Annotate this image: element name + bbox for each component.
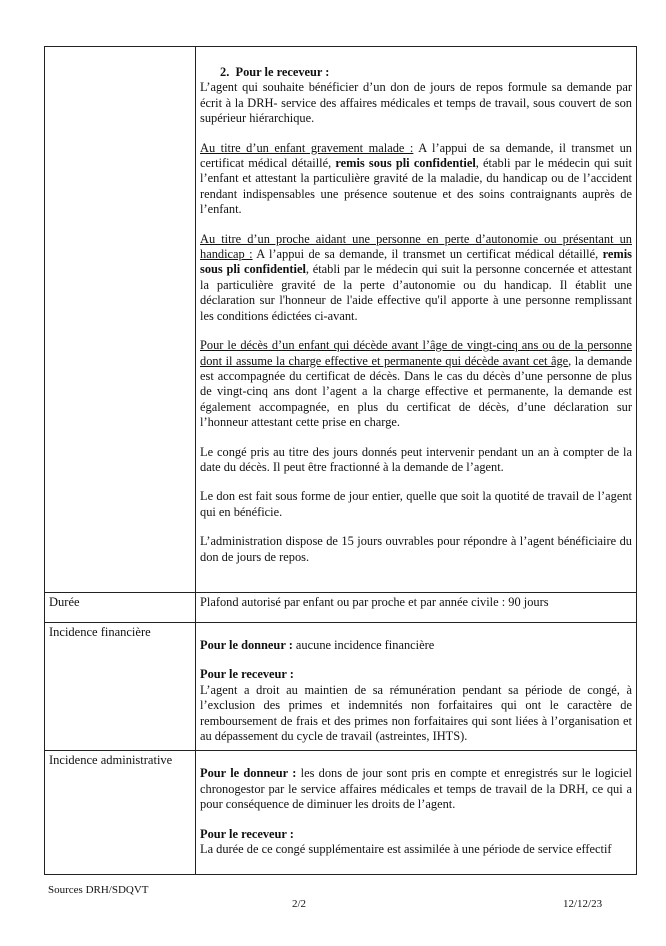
don-paragraph: Le don est fait sous forme de jour entier, quelle que soit la quotité de travail de l’agent qui en bénéficie. <box>200 489 632 519</box>
financiere-receveur-text: L’agent a droit au maintien de sa rémunération pendant sa période de congé, à l’exclusion des primes et indemnités non forfaitaires qui ont le caractère de remboursement de frais et des primes non forfaitaires qui sont liées à l’organisation et au dépassement du cycle de travail (astreintes, IHTS). <box>200 682 632 744</box>
heading-number: 2. <box>220 65 230 79</box>
admin-paragraph: L’administration dispose de 15 jours ouvrables pour répondre à l’agent bénéficiaire du don de jours de repos. <box>200 534 632 564</box>
row-label-empty <box>45 47 196 593</box>
administrative-receveur-label: Pour le receveur : <box>200 826 294 841</box>
conge-paragraph: Le congé pris au titre des jours donnés peut intervenir pendant un an à compter de la date du décès. Il peut être fractionné à la demande de l’agent. <box>200 444 632 474</box>
info-table <box>44 46 637 875</box>
intro-paragraph: L’agent qui souhaite bénéficier d’un don de jours de repos formule sa demande par écrit à la DRH- service des affaires médicales et temps de travail, sous couvert de son supérieur hiérarchique. <box>200 80 632 126</box>
proche-paragraph: Au titre d’un proche aidant une personne en perte d’autonomie ou présentant un handicap : A l’appui de sa demande, il transmet un certificat médical détaillé, remis sous pli confidentiel, établi par le médecin qui suit la personne concernée et attestant la particulière gravité de la perte d’autonomie ou du handicap. Il établit une déclaration sur l'honneur de l'aide effective qu'il apporte à une personne remplissant les conditions édictées ci-avant. <box>200 231 632 323</box>
table-row <box>45 47 637 593</box>
row-label-duree: Durée <box>45 593 196 623</box>
deces-paragraph: Pour le décès d’un enfant qui décède avant l’âge de vingt-cinq ans ou de la personne dont il assume la charge effective et permanente qui décède avant cet âge, la demande est accompagnée du certificat de décès. Dans le cas du décès d’une personne de plus de vingt-cinq ans dont l’agent a la charge effective et permanente, la demande est également accompagnée, en plus du certificat de décès, d’une déclaration sur l’honneur attestant cette prise en charge. <box>200 338 633 430</box>
footer-source: Sources DRH/SDQVT <box>48 884 149 896</box>
table-row <box>45 593 637 623</box>
administrative-donneur: Pour le donneur : les dons de jour sont pris en compte et enregistrés sur le logiciel chronogestor par le service affaires médicales et temps de travail de la DRH, ce qui a pour conséquence de diminuer les droits de l’agent. <box>200 766 632 812</box>
row-label-administrative: Incidence administrative <box>45 751 196 875</box>
financiere-donneur: Pour le donneur : aucune incidence financière <box>200 638 435 652</box>
row-label-financiere: Incidence financière <box>45 623 196 751</box>
section-heading: Pour le receveur : <box>235 65 330 79</box>
enfant-paragraph: Au titre d’un enfant gravement malade : A l’appui de sa demande, il transmet un certificat médical détaillé, remis sous pli confidentiel, établi par le médecin qui suit l’enfant et attestant la particulière gravité de la maladie, du handicap ou de l’accident rendant indispensables une présence soutenue et des soins contraignants auprès de l’enfant. <box>200 140 632 217</box>
financiere-receveur-label: Pour le receveur : <box>200 667 294 682</box>
footer-date: 12/12/23 <box>563 898 603 910</box>
table-row <box>45 751 637 875</box>
page-number: 2/2 <box>292 898 307 910</box>
table-row <box>45 623 637 751</box>
administrative-receveur-text: La durée de ce congé supplémentaire est assimilée à une période de service effectif <box>200 842 612 857</box>
duree-value: Plafond autorisé par enfant ou par proche et par année civile : 90 jours <box>200 595 549 609</box>
